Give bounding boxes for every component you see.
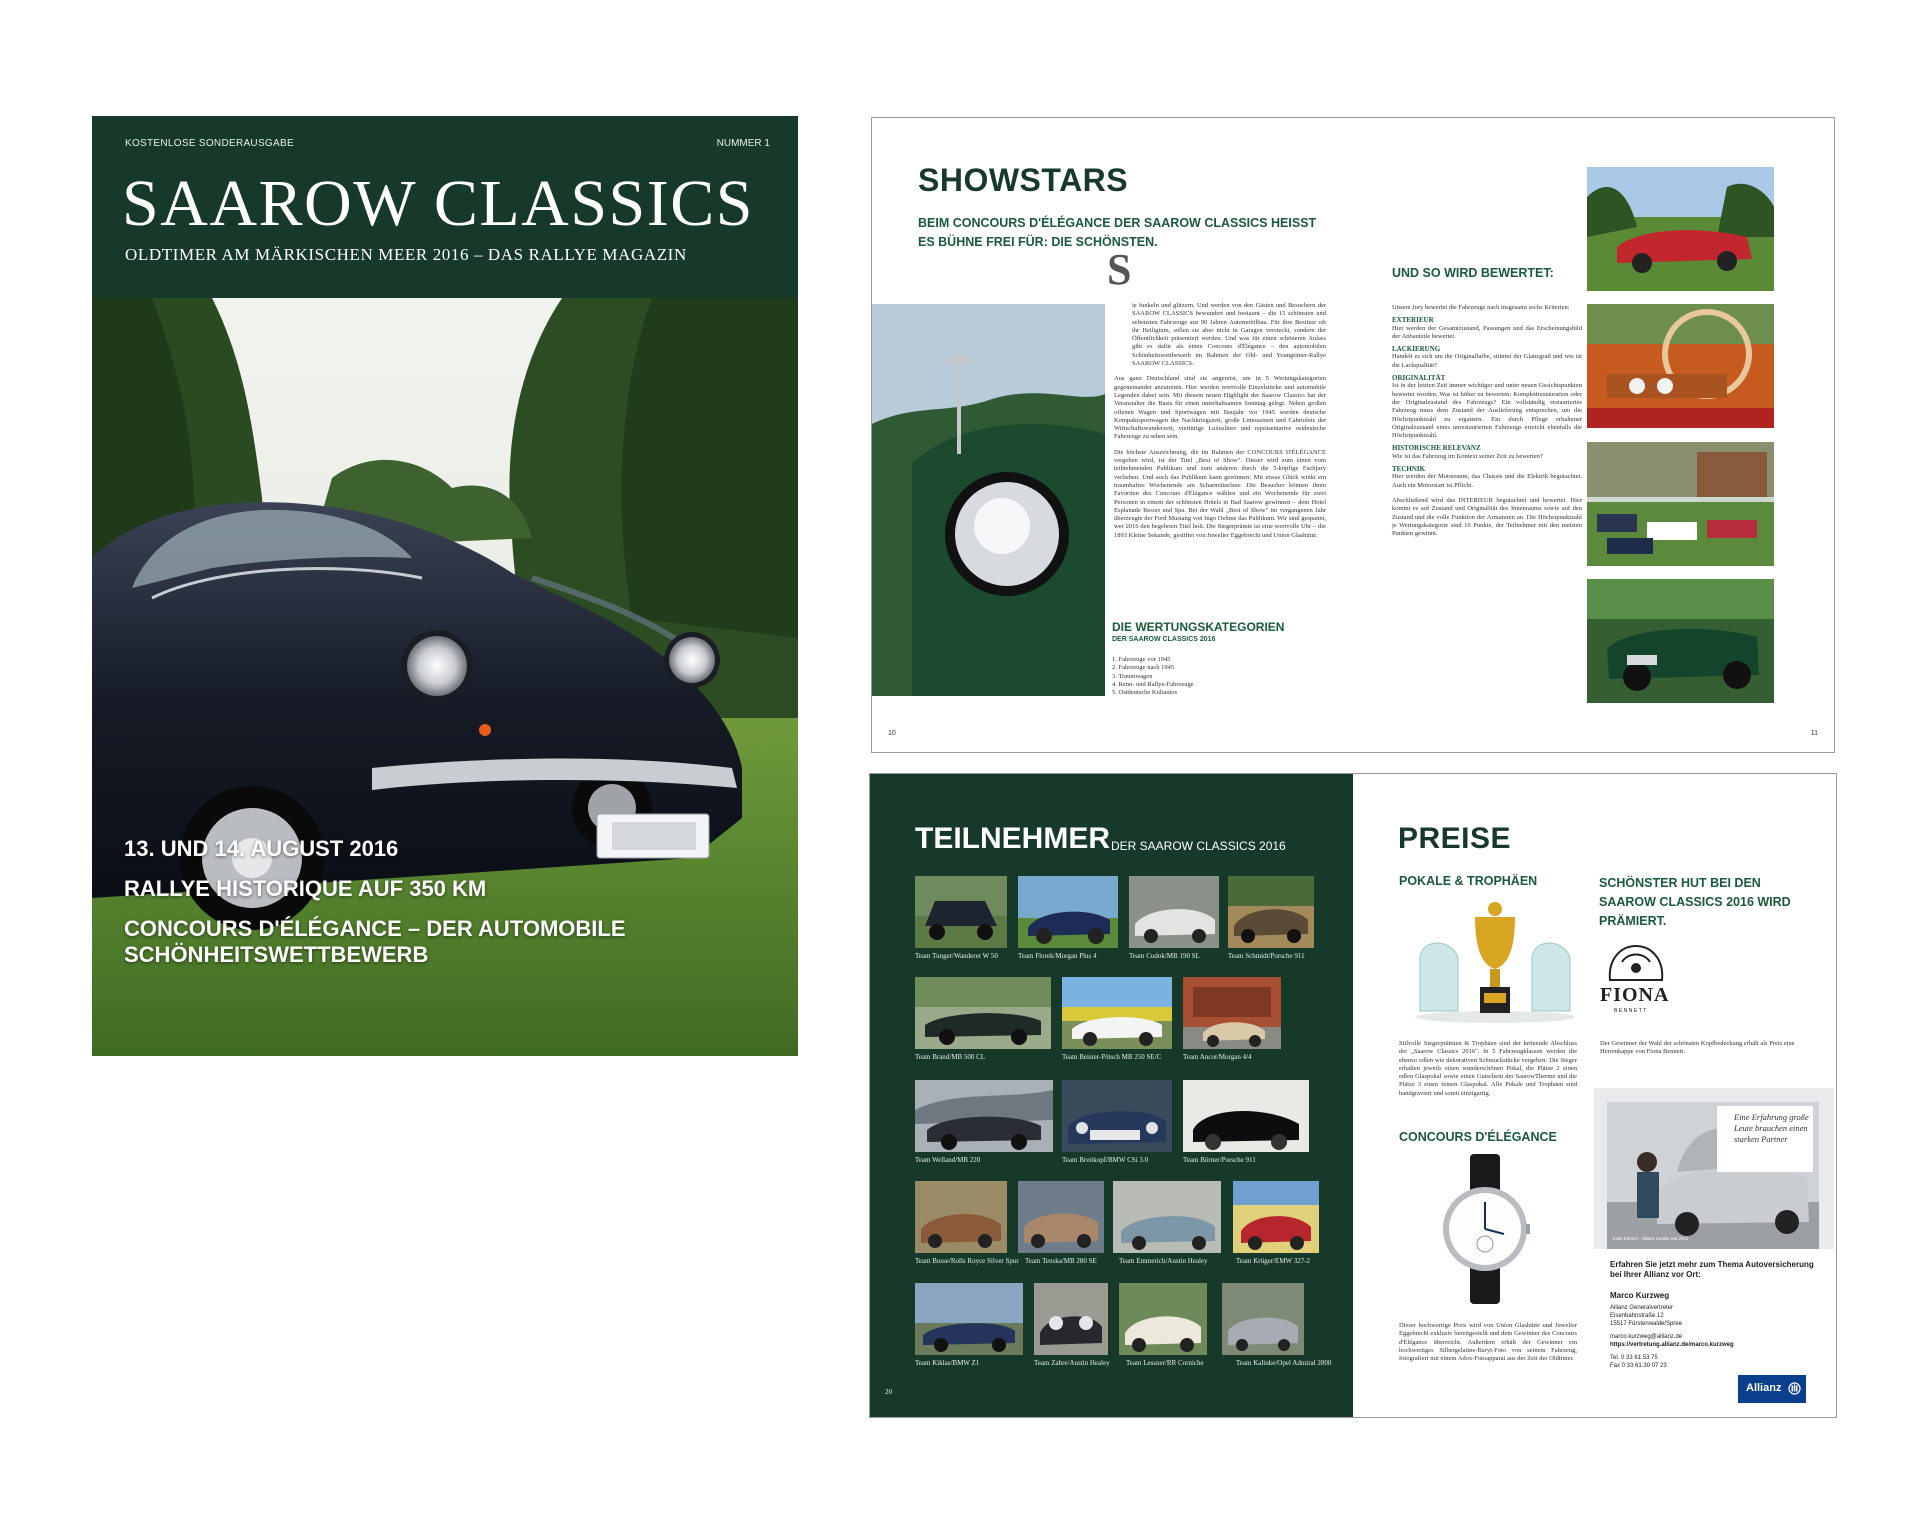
allianz-ad (1594, 1088, 1834, 1417)
page-number-left: 10 (888, 730, 896, 737)
criterion-text: Handelt es sich um die Originalfarbe, stimmt der Glanzgrad und wie ist die Lackqualität? (1392, 353, 1582, 369)
body-paragraph-2: Aus ganz Deutschland sind sie angereist, um in 5 Wertungskategorien gegeneinander anzutreten. Hier werden wertvolle Einzelstücke und automobile Legenden dabei sein. Mit diesem neuen Highlight der Saarow Classics hat der Veranstalter die Basis für einen unterhaltsamen Sonntag gelegt. Neben großen offenen Wagen und Sportwagen mit Baujahr vor 1945 werden deutsche Kompaktsportwagen der Nachkriegszeit, große Limousinen und Cabriolets der Wirtschaftswunderzeit, viertürige Luxusliner und repräsentative ostdeutsche Fahrzeuge zu sehen sein. (1114, 375, 1326, 441)
allianz-logo (1738, 1375, 1806, 1403)
fiona-logo: FIONA (1600, 984, 1670, 1006)
photo-classic-car-lineup (1587, 442, 1774, 566)
cover-subtitle: OLDTIMER AM MÄRKISCHEN MEER 2016 – DAS RALLYE MAGAZIN (125, 245, 687, 264)
ad-url[interactable]: https://vertretung.allianz.de/marco.kurzweg (1610, 1342, 1734, 1348)
team-photo (915, 1080, 1053, 1152)
criterion-label: TECHNIK (1392, 465, 1426, 474)
allianz-logo-text: Allianz (1746, 1382, 1782, 1394)
photo-vintage-headlamp (872, 304, 1105, 696)
team-photo (1129, 876, 1219, 948)
team-photo (915, 1181, 1007, 1253)
dropcap: S (1107, 245, 1132, 294)
criterion-text: Ist in der letzten Zeit immer wichtiger und unter neuen Gesichtspunkten bewertet worden. Was ist höher zu bewerten: Komplettrestauration oder der Originalzustand des Fahrzeugs? Ein vollständig restauriertes Fahrzeug muss dem Zustand der Auslieferung entsprechen, um die Höchstpunktzahl zu ergattern. Ein durch Pflege erhaltener Originalzustand eines unrestaurierten Fahrzeugs erreicht ebenfalls die Höchstpunktzahl. (1392, 382, 1582, 440)
team-photo (1228, 876, 1314, 948)
photo-red-convertible (1587, 167, 1774, 291)
team-caption: Team Lessner/RR Corniche (1126, 1359, 1204, 1367)
team-caption: Team Kiklas/BMW Z1 (915, 1359, 980, 1367)
ad-fax: Fax 0 33 61.30 07 23 (1610, 1363, 1667, 1369)
showstars-title: SHOWSTARS (918, 162, 1129, 198)
team-caption: Team Tunger/Wanderer W 50 (915, 952, 998, 960)
criterion-label: EXTERIEUR (1392, 316, 1434, 325)
ad-address (1610, 1304, 1734, 1370)
team-photo (1183, 977, 1281, 1049)
issue-number: NUMMER 1 (716, 138, 770, 149)
categories-subtitle: DER SAAROW CLASSICS 2016 (1112, 636, 1216, 643)
ad-address-line: Eisenbahnstraße 12 (1610, 1313, 1664, 1319)
trophies-text: Stilvolle Siegerprämien & Trophäen sind der krönende Abschluss der „Saarow Classics 2016". In 5 Fahrzeugklassen werden die ebenso edlen wie dekorativen Schmuckstücke vergeben: Die Sieger erhalten jeweils einen wunderschönen Pokal, die Plätze 2 einen edlen Glaspokal sowie einen Gutschein der SaarowTherme und die Plätze 3 einen feinen Glaspokal. Alle Pokale und Trophäen sind handgraviert und somit einzigartig. (1399, 1040, 1577, 1097)
team-photo (1222, 1283, 1304, 1355)
team-photo (915, 977, 1051, 1049)
prizes-title: PREISE (1398, 822, 1512, 855)
category-item: 1. Fahrzeuge vor 1945 (1112, 656, 1171, 663)
team-caption: Team Tenska/MB 280 SE (1025, 1257, 1097, 1265)
cover-line-rallye: RALLYE HISTORIQUE AUF 350 KM (124, 876, 487, 901)
team-caption: Team Emmerich/Austin Healey (1119, 1257, 1208, 1265)
criterion-text: Wie ist das Fahrzeug im Kontext seiner Zeit zu bewerten? (1392, 452, 1543, 460)
team-caption: Team Krüger/EMW 327-2 (1236, 1257, 1311, 1265)
trophies-image (1410, 899, 1580, 1024)
allianz-eagle-icon (1788, 1382, 1801, 1395)
spread-showstars (871, 117, 1835, 753)
cover-line-date: 13. UND 14. AUGUST 2016 (124, 836, 399, 861)
criterion-text: Hier werden der Motorraum, das Chassis und die Elektrik begutachtet. Auch ein Motorstart ist Pflicht. (1392, 473, 1582, 489)
team-photo (1113, 1181, 1221, 1253)
showstars-kicker: BEIM CONCOURS D'ÉLÉGANCE DER SAAROW CLASSICS HEISST ES BÜHNE FREI FÜR: DIE SCHÖNSTEN. (918, 216, 1317, 249)
hat-text: Der Gewinner der Wahl der schönsten Kopfbedeckung erhält als Preis eine Herrenkappe von Fiona Bennett. (1600, 1040, 1795, 1056)
team-caption: Team Zabre/Austin Healey (1034, 1359, 1110, 1367)
team-photo (1183, 1080, 1309, 1152)
criterion-label: LACKIERUNG (1392, 345, 1441, 354)
ad-email[interactable]: marco.kurzweg@allianz.de (1610, 1334, 1683, 1340)
ad-agent-name: Marco Kurzweg (1610, 1291, 1670, 1300)
team-caption: Team Welland/MB 220 (915, 1156, 981, 1164)
criterion-label: HISTORISCHE RELEVANZ (1392, 444, 1481, 453)
showstars-body (1114, 302, 1326, 540)
magazine-cover (92, 116, 798, 1056)
team-caption: Team Busse/Rolls Royce Silver Spur (915, 1257, 1019, 1265)
page-number: 20 (885, 1388, 892, 1396)
fiona-crest-icon (1600, 940, 1672, 984)
team-caption: Team Beister-Pötsch MB 250 SE/C (1062, 1053, 1162, 1061)
photo-green-roadster (1587, 579, 1774, 703)
spread-participants-prizes (869, 773, 1837, 1418)
categories-title: DIE WERTUNGSKATEGORIEN (1112, 620, 1285, 634)
hat-title: SCHÖNSTER HUT BEI DEN SAAROW CLASSICS 2016 WIRD PRÄMIERT. (1599, 876, 1791, 928)
ad-address-line: Allianz Generalvertreter (1610, 1305, 1674, 1311)
ad-handwriting: Eine Erfahrung große Leute brauchen einen starken Partner (1734, 1112, 1809, 1144)
concours-text: Dieser hochwertige Preis wird von Union Glashütte und Juwelier Eggebrecht exklusiv bereitgestellt und dem Gewinner des Concours d'Élégance überreicht. Außerdem erhält der Gewinner ein hochwertiges Silbergelatine-Baryt-Foto von seinem Fahrzeug, fotografiert mit einem Adox-Fotoapparat aus der Zeit der Oldtimer. (1399, 1322, 1577, 1363)
masthead: SAAROW CLASSICS (122, 167, 754, 240)
concours-title: CONCOURS D'ÉLÉGANCE (1399, 1130, 1557, 1144)
team-caption: Team Börner/Porsche 911 (1183, 1156, 1256, 1164)
criterion-text: Hier werden der Gesamtzustand, Passungen und das Erscheinungsbild der Anbauteile bewertet. (1392, 324, 1582, 340)
team-caption: Team Kalinke/Opel Admiral 2800 (1236, 1359, 1332, 1367)
team-caption: Team Brand/MB 500 CL (915, 1053, 986, 1061)
team-caption: Team Schmidt/Porsche 911 (1228, 952, 1305, 960)
team-photo (1018, 876, 1118, 948)
body-paragraph-1: ie funkeln und glitzern. Und werden von den Gästen und Besuchern der SAAROW CLASSICS bewundert und bestaunt – die 15 schönsten und seltensten Fahrzeuge aus 90 Jahren Automobilbau. Für ihre Besitzer oft ihr Heiligtum, sollen sie aber nicht in Garagen versteckt, sondern der Öffentlichkeit präsentiert werden. Und was für einen schöneren Anlass gibt es dafür als einen Concours d'Élégance – den automobilen Schönheitswettbewerb im Rahmen der Old- und Youngtimer-Rallye SAAROW CLASSICS. (1132, 302, 1326, 368)
ad-photo-caption: Joshi Kühnel - Allianz Kunde seit 2011 (1612, 1236, 1689, 1241)
photo-steering-wheel (1587, 304, 1774, 428)
team-photo (1233, 1181, 1319, 1253)
cover-line-concours: CONCOURS D'ÉLÉGANCE – DER AUTOMOBILE (124, 916, 626, 941)
category-item: 4. Renn- und Rallye-Fahrzeuge (1112, 680, 1194, 688)
criterion-label: ORIGINALITÄT (1392, 374, 1446, 383)
ad-headline: Erfahren Sie jetzt mehr zum Thema Autoversicherung bei Ihrer Allianz vor Ort: (1610, 1260, 1814, 1279)
team-photo (1062, 1080, 1172, 1152)
team-caption: Team Ancot/Morgan 4/4 (1183, 1053, 1252, 1061)
page-number-right: 11 (1810, 730, 1818, 737)
cover-line-contest: SCHÖNHEITSWETTBEWERB (124, 942, 429, 967)
rating-title: UND SO WIRD BEWERTET: (1392, 266, 1554, 280)
rating-body (1392, 304, 1582, 538)
category-item: 3. Traumwagen (1112, 672, 1153, 680)
team-caption: Team Breitkopf/BMW CSi 3.0 (1062, 1156, 1149, 1164)
team-photo (1018, 1181, 1104, 1253)
team-photo (1034, 1283, 1108, 1355)
team-photo (915, 1283, 1023, 1355)
issue-label: KOSTENLOSE SONDERAUSGABE (125, 138, 294, 149)
participants-page (870, 774, 1353, 1417)
rating-outro: Abschließend wird das INTERIEUR begutachtet und bewertet. Hier kommt es auf Zustand und Originalität des Innenraums sowie auf den Zustand und die volle Funktion der Armaturen an. Die Höchstpunktzahl je Wertungskategorie sind 10 Punkte, der Teilnehmer mit den meisten Punkten gewinnt. (1392, 496, 1582, 538)
category-item: 5. Ostdeutsche Kultautos (1112, 689, 1178, 697)
team-photo (1062, 977, 1172, 1049)
team-photo (915, 876, 1007, 948)
trophies-title: POKALE & TROPHÄEN (1399, 874, 1538, 888)
team-caption: Team Florek/Morgan Plus 4 (1018, 952, 1097, 960)
ad-address-line: 15517 Fürstenwalde/Spree (1610, 1321, 1683, 1327)
team-caption: Team Cudok/MB 190 SL (1129, 952, 1200, 960)
team-photo (1119, 1283, 1207, 1355)
rating-intro: Unsere Jury bewertet die Fahrzeuge nach insgesamt sechs Kriterien: (1392, 304, 1570, 311)
participants-title: TEILNEHMER (915, 822, 1110, 855)
category-item: 2. Fahrzeuge nach 1945 (1112, 664, 1175, 672)
participants-subtitle: DER SAAROW CLASSICS 2016 (1111, 839, 1286, 853)
body-paragraph-3: Die höchste Auszeichnung, die im Rahmen der CONCOURS D'ÉLÉGANCE vergeben wird, ist der Titel „Best of Show". Dieser wird zum einen vom teilnehmenden Publikum und zum anderen durch die 5-köpfige Fachjury verliehen. Und auch das Publikum kann gewinnen: Mit etwas Glück winkt ein traumhaftes Wochenende am Scharmützelsee: Die Besucher können ihren Favoriten des Concours d'Élégance wählen und ein Wochenende für zwei Personen in einem der schönsten Hotels in Bad Saarow gewinnen – dem Hotel Esplanade Resort und Spa. Bei der Wahl „Best of Show" im vergangenen Jahr überzeugte der Ford Mustang von Ingo Oehme das Publikum. Wir sind gespannt, wer 2016 den begehrten Titel holt. Die Siegerprämie ist eine wertvolle Uhr – die 1893 Kleine Sekunde, gestiftet von Juwelier Eggebrecht und Union Glashütte. (1114, 448, 1326, 539)
fiona-logo-sub: BENNETT (1614, 1008, 1648, 1014)
ad-phone: Tel. 0 33 61.53 75 (1610, 1355, 1658, 1361)
watch-image (1440, 1154, 1530, 1304)
categories-list (1112, 656, 1194, 697)
